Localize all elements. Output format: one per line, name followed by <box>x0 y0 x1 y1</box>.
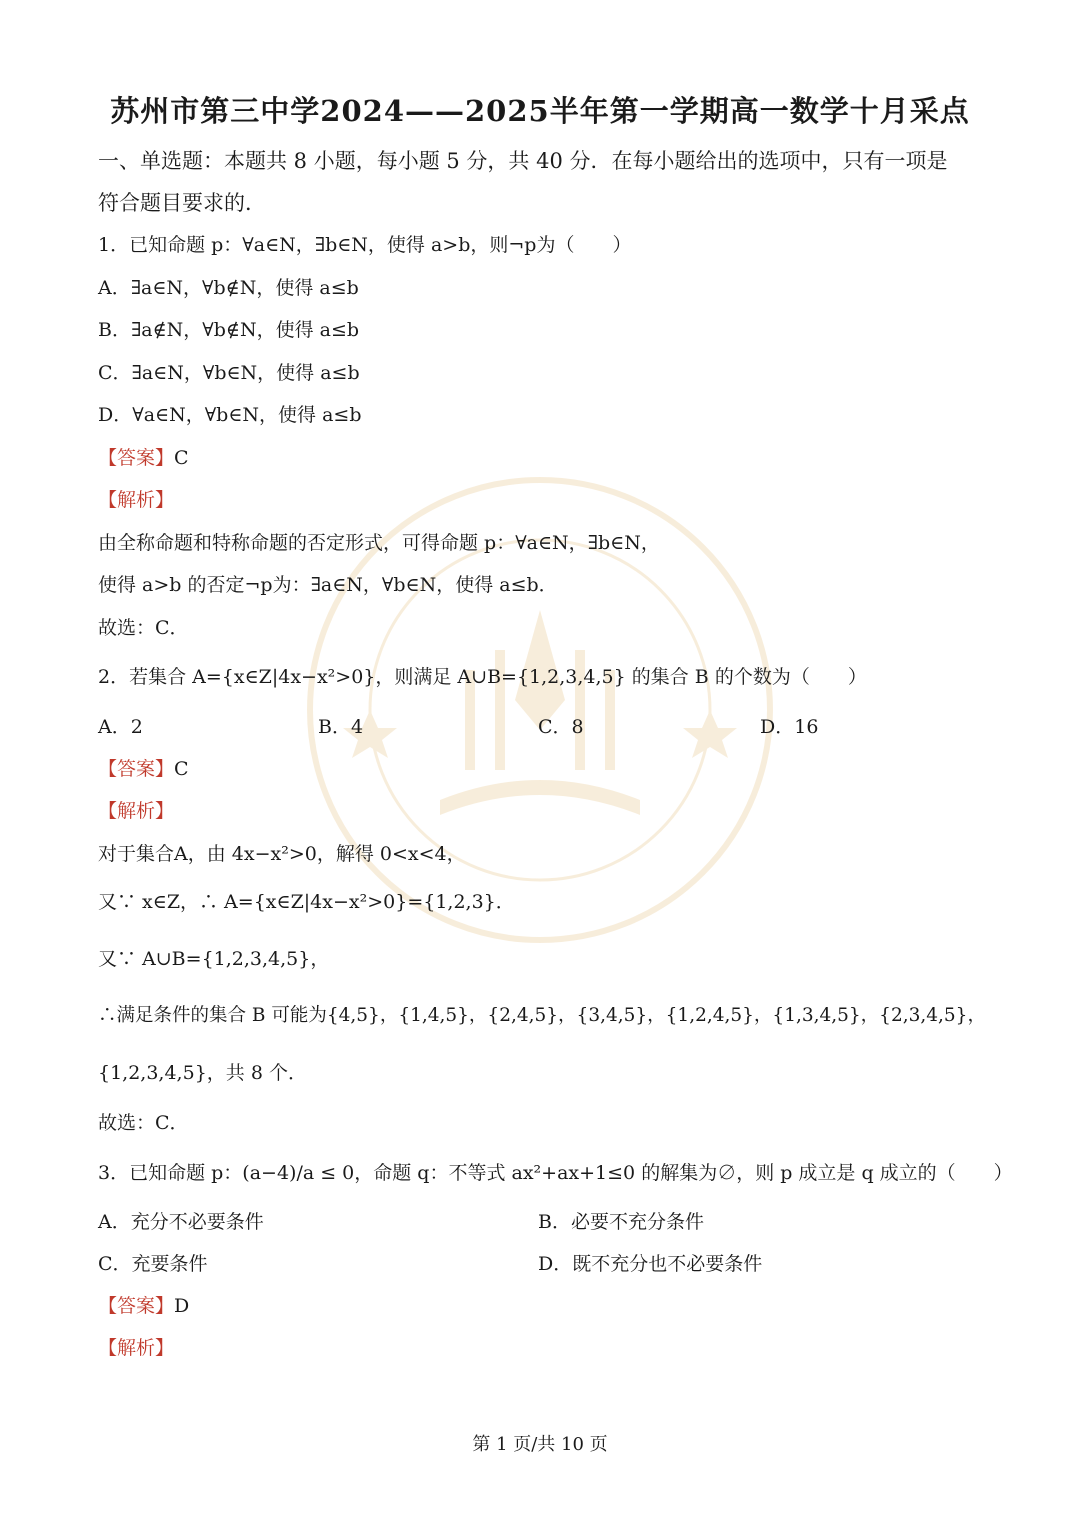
q1-option-a: A．∃a∈N，∀b∉N，使得 a≤b <box>98 277 359 299</box>
q1-option-b: B．∃a∉N，∀b∉N，使得 a≤b <box>98 319 360 341</box>
answer-tag: 【答案】 <box>98 1295 175 1317</box>
page-title: 苏州市第三中学2024——2025半年第一学期高一数学十月采点 <box>110 94 970 128</box>
q1-option-c: C．∃a∈N，∀b∈N，使得 a≤b <box>98 362 360 384</box>
q2-option-c: C．8 <box>538 716 584 738</box>
q3-option-a: A．充分不必要条件 <box>98 1211 264 1233</box>
q3-option-d: D．既不充分也不必要条件 <box>538 1253 763 1275</box>
q3-analysis-tag: 【解析】 <box>98 1337 175 1359</box>
q2-analysis-line: 又∵ A∪B={1,2,3,4,5}， <box>98 948 330 970</box>
answer-value: C <box>174 758 189 780</box>
q2-analysis-line: {1,2,3,4,5}，共 8 个． <box>98 1062 307 1084</box>
q3-answer <box>98 1293 189 1319</box>
question-2-stem: 2．若集合 A={x∈Z|4x−x²>0}，则满足 A∪B={1,2,3,4,5} 的集合 B 的个数为（ ） <box>98 666 867 688</box>
answer-tag: 【答案】 <box>98 758 175 780</box>
q2-analysis-line: 又∵ x∈Z，∴ A={x∈Z|4x−x²>0}={1,2,3}． <box>98 891 515 913</box>
q3-option-b: B．必要不充分条件 <box>538 1211 704 1233</box>
q2-analysis-tag: 【解析】 <box>98 800 175 822</box>
section-heading: 一、单选题：本题共 8 小题，每小题 5 分，共 40 分．在每小题给出的选项中，只有一项是 <box>98 149 948 173</box>
page-footer: 第 1 页/共 10 页 <box>472 1434 608 1455</box>
answer-tag: 【答案】 <box>98 447 175 469</box>
q1-analysis-line: 使得 a>b 的否定¬p为：∃a∈N，∀b∈N，使得 a≤b． <box>98 574 558 596</box>
question-3-stem: 3．已知命题 p：(a−4)/a ≤ 0，命题 q：不等式 ax²+ax+1≤0 的解集为∅，则 p 成立是 q 成立的（ ） <box>98 1162 1013 1184</box>
q1-analysis-line: 由全称命题和特称命题的否定形式，可得命题 p：∀a∈N，∃b∈N， <box>98 532 660 554</box>
q2-option-a: A．2 <box>98 716 143 738</box>
q3-option-c: C．充要条件 <box>98 1253 208 1275</box>
q1-answer <box>98 445 189 471</box>
q2-answer <box>98 756 189 782</box>
q2-option-b: B．4 <box>318 716 364 738</box>
section-heading-cont: 符合题目要求的． <box>98 191 266 215</box>
answer-value: C <box>174 447 189 469</box>
q2-option-d: D．16 <box>760 716 819 738</box>
q2-analysis-line: 对于集合A，由 4x−x²>0，解得 0<x<4， <box>98 843 466 865</box>
q2-analysis-line: ∴满足条件的集合 B 可能为{4,5}，{1,4,5}，{2,4,5}，{3,4,5}，{1,2,4,5}，{1,3,4,5}，{2,3,4,5}， <box>98 1005 986 1026</box>
q1-option-d: D．∀a∈N，∀b∈N，使得 a≤b <box>98 404 362 426</box>
q1-analysis-line: 故选：C． <box>98 617 189 639</box>
answer-value: D <box>174 1295 190 1317</box>
q2-analysis-line: 故选：C． <box>98 1112 189 1134</box>
question-1-stem: 1．已知命题 p：∀a∈N，∃b∈N，使得 a>b，则¬p为（ ） <box>98 234 632 256</box>
q1-analysis-tag: 【解析】 <box>98 489 175 511</box>
